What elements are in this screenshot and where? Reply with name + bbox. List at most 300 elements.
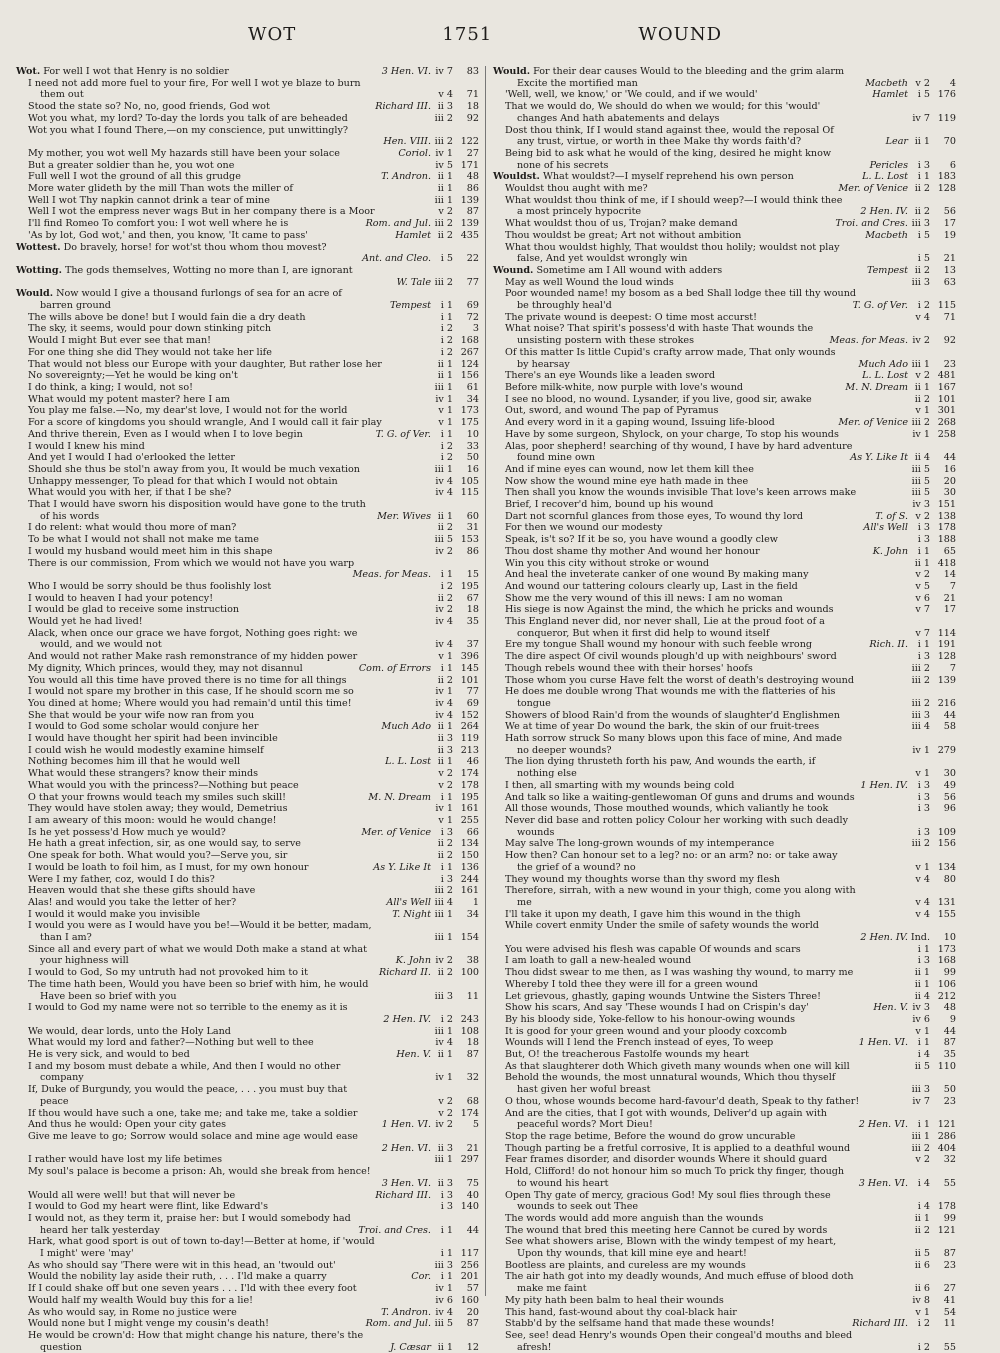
quotation-text [16, 1330, 479, 1342]
entry-line [493, 733, 956, 745]
entry-line [493, 487, 956, 499]
line-number: 14 [943, 569, 956, 581]
headword: Wouldst. [493, 171, 540, 183]
act-scene: iv 1 [435, 393, 453, 405]
act-scene: ii 6 [914, 1259, 930, 1271]
entry-line [16, 1096, 479, 1108]
entry-line [493, 452, 956, 464]
entry-line [16, 382, 479, 394]
entry-line [16, 944, 479, 956]
entry-line [493, 183, 956, 195]
quotation: By his bloody side, Yoke-fellow to his honour-owing wounds [505, 1013, 796, 1025]
line-number: 70 [943, 136, 956, 148]
quotation: Would yet he had lived! [28, 616, 143, 628]
quotation: Out, sword, and wound The pap of Pyramus [505, 405, 719, 417]
act-scene: i 3 [917, 159, 930, 171]
act-scene: iii 5 [911, 463, 930, 475]
entry-line [16, 1084, 479, 1096]
act-scene: i 3 [917, 651, 930, 663]
line-number: 20 [943, 475, 956, 487]
entry-line [493, 756, 956, 768]
entry-line [16, 441, 479, 453]
quotation: Is he yet possess'd How much ye would? [28, 826, 226, 838]
line-number: 3 [472, 323, 479, 335]
entry-line [493, 558, 956, 570]
line-number: 301 [937, 405, 956, 417]
act-scene: ii 6 [914, 1283, 930, 1295]
quotation: question [40, 1341, 82, 1353]
entry-line [16, 1131, 479, 1143]
quotation: Alas, poor shepherd! searching of thy wound, I have by hard adventure [505, 440, 853, 452]
play-reference: Mer. of Venice [838, 417, 908, 429]
entry-line [16, 113, 479, 125]
quotation: Wot you what, my lord? To-day the lords you talk of are beheaded [28, 112, 348, 124]
line-number: 71 [943, 311, 956, 323]
line-number: 23 [943, 358, 956, 370]
quotation-text [16, 499, 479, 511]
line-number: 17 [943, 604, 956, 616]
quotation-text [16, 66, 378, 78]
entry-line [16, 745, 479, 757]
quotation: Heaven would that she these gifts should have [28, 885, 256, 897]
line-number: 108 [460, 1025, 479, 1037]
act-scene: iv 7 [912, 1095, 930, 1107]
act-scene: iii 3 [911, 218, 930, 230]
entry-line [16, 522, 479, 534]
quotation: To be what I would not shall not make me tame [28, 534, 259, 546]
quotation-text [493, 581, 904, 593]
entry-line [493, 195, 956, 207]
quotation: May as well Wound the loud winds [505, 276, 674, 288]
quotation: The private wound is deepest: O time most accurst! [505, 311, 758, 323]
entry-line [16, 89, 479, 101]
entry-line [16, 955, 479, 967]
quotation-text [16, 1307, 377, 1319]
entry-line [493, 1201, 956, 1213]
entry-line [493, 113, 956, 125]
quotation-text [16, 1248, 427, 1260]
act-scene: iv 1 [435, 147, 453, 159]
quotation: Now would I give a thousand furlongs of sea for an acre of [56, 288, 342, 300]
quotation: I would it would make you invisible [28, 908, 201, 920]
quotation: My soul's palace is become a prison: Ah, would she break from hence! [28, 1166, 371, 1178]
quotation: barren ground [40, 300, 111, 312]
quotation: See what showers arise, Blown with the windy tempest of my heart, [505, 1236, 837, 1248]
entry-line [493, 1225, 956, 1237]
quotation: Thou dost shame thy mother And wound her honour [505, 545, 760, 557]
line-number: 109 [937, 826, 956, 838]
quotation-text [16, 230, 391, 242]
line-number: 10 [466, 428, 479, 440]
quotation-text [16, 967, 375, 979]
act-scene: iv 4 [435, 487, 453, 499]
quotation-text [493, 300, 849, 312]
quotation: Before milk-white, now purple with love's wound [505, 381, 744, 393]
quotation: All those wounds, Those mouthed wounds, which valiantly he took [505, 803, 829, 815]
quotation-text [493, 464, 904, 476]
line-number: 77 [466, 276, 479, 288]
entry-line [493, 920, 956, 932]
entry-line [16, 581, 479, 593]
act-scene: i 3 [440, 1189, 453, 1201]
quotation-text [16, 242, 479, 254]
act-scene: i 1 [440, 569, 453, 581]
quotation-text [16, 195, 427, 207]
quotation-text [16, 1049, 392, 1061]
entry-line [493, 382, 956, 394]
act-scene: iii 2 [911, 674, 930, 686]
entry-line [16, 370, 479, 382]
quotation: wounds [517, 826, 555, 838]
entry-line [16, 1225, 479, 1237]
line-number: 30 [943, 768, 956, 780]
entry-line [16, 300, 479, 312]
line-number: 188 [937, 534, 956, 546]
quotation-text [493, 780, 856, 792]
line-number: 156 [460, 370, 479, 382]
quotation-text [493, 1236, 956, 1248]
entry-line [16, 1318, 479, 1330]
act-scene: i 3 [917, 803, 930, 815]
entry-line [493, 1026, 956, 1038]
quotation-text [493, 113, 904, 125]
act-scene: ii 2 [437, 592, 453, 604]
act-scene: v 2 [438, 768, 453, 780]
quotation: The wills above be done! but I would fain die a dry death [28, 311, 306, 323]
quotation-text [493, 768, 904, 780]
headword: Would. [493, 66, 531, 77]
line-number: 21 [943, 592, 956, 604]
act-scene: ii 3 [437, 733, 453, 745]
act-scene: i 5 [917, 89, 930, 101]
quotation: I would I knew his mind [28, 440, 145, 452]
quotation-text [493, 452, 846, 464]
quotation-text [493, 534, 904, 546]
line-number: 258 [937, 428, 956, 440]
line-number: 92 [943, 335, 956, 347]
quotation: Would half my wealth Would buy this for a lie! [28, 1294, 254, 1306]
quotation: O thou, whose wounds become hard-favour'd death, Speak to thy father! [505, 1095, 860, 1107]
act-scene: iii 2 [911, 417, 930, 429]
act-scene: v 2 [915, 370, 930, 382]
line-number: 244 [460, 873, 479, 885]
line-number: 15 [466, 569, 479, 581]
entry-line [16, 1342, 479, 1353]
quotation-text [493, 721, 904, 733]
quotation: I would to heaven I had your potency! [28, 592, 214, 604]
line-number: 110 [937, 1060, 956, 1072]
quotation-text [493, 745, 904, 757]
act-scene: v 4 [915, 908, 930, 920]
line-number: 54 [943, 1306, 956, 1318]
line-number: 101 [937, 393, 956, 405]
line-number: 21 [466, 1142, 479, 1154]
line-number: 33 [466, 440, 479, 452]
act-scene: ii 5 [914, 1060, 930, 1072]
act-scene: i 1 [440, 1248, 453, 1260]
act-scene: iii 5 [911, 487, 930, 499]
line-number: 256 [460, 1259, 479, 1271]
quotation-text [16, 405, 427, 417]
quotation-text [493, 1049, 904, 1061]
quotation: to wound his heart [517, 1177, 609, 1189]
quotation: company [40, 1072, 84, 1084]
quotation-text [16, 218, 362, 230]
act-scene: iii 2 [434, 112, 453, 124]
entry-line [16, 1178, 479, 1190]
quotation: Do bravely, horse! for wot'st thou whom thou movest? [63, 241, 327, 253]
quotation: I do relent: what would thou more of man? [28, 522, 237, 534]
act-scene: ii 2 [914, 264, 930, 276]
quotation: You would all this time have proved there is no time for all things [28, 674, 347, 686]
entry-line [493, 780, 956, 792]
quotation-text [16, 125, 479, 137]
quotation-text [493, 874, 904, 886]
quotation-text [16, 616, 427, 628]
act-scene: ii 2 [437, 674, 453, 686]
entry-line [493, 1283, 956, 1295]
quotation-text [493, 1026, 904, 1038]
line-number: 122 [460, 136, 479, 148]
entry-line [493, 1131, 956, 1143]
quotation-text [16, 160, 427, 172]
line-number: 35 [943, 1049, 956, 1061]
act-scene: v 5 [915, 580, 930, 592]
quotation: May salve The long-grown wounds of my intemperance [505, 838, 775, 850]
quotation: Give me leave to go; Sorrow would solace and mine age would ease [28, 1130, 358, 1142]
entry-line [493, 1037, 956, 1049]
act-scene: v 4 [915, 311, 930, 323]
play-reference: Richard III. [852, 1318, 908, 1330]
entry-line [16, 616, 479, 628]
entry-line [493, 897, 956, 909]
headword: Would. [16, 288, 54, 300]
entry-line [493, 230, 956, 242]
quotation-text [493, 604, 904, 616]
quotation-text [493, 218, 831, 230]
quotation: For then we wound our modesty [505, 522, 663, 534]
play-reference: Troi. and Cres. [358, 1224, 431, 1236]
quotation: Behold the wounds, the most unnatural wounds, Which thou thyself [505, 1072, 836, 1084]
line-number: 27 [943, 1283, 956, 1295]
play-reference: Cor. [411, 1271, 431, 1283]
quotation-text [16, 1260, 427, 1272]
act-scene: i 1 [917, 639, 930, 651]
quotation-text [493, 1260, 904, 1272]
quotation: I see no blood, no wound. Lysander, if you live, good sir, awake [505, 393, 812, 405]
act-scene: iii 2 [434, 276, 453, 288]
line-number: 61 [466, 381, 479, 393]
line-number: 19 [943, 229, 956, 241]
quotation-text [493, 1213, 904, 1225]
entry-line [16, 780, 479, 792]
play-reference: Com. of Errors [358, 662, 431, 674]
act-scene: i 1 [440, 1224, 453, 1236]
quotation: Wot you what I found There,—on my conscience, put unwittingly? [28, 124, 349, 136]
act-scene: iv 2 [435, 545, 453, 557]
entry-line [493, 359, 956, 371]
act-scene: i 3 [440, 873, 453, 885]
play-reference: Ant. and Cleo. [362, 253, 431, 265]
act-scene: ii 1 [437, 358, 453, 370]
entry-line [16, 265, 479, 277]
quotation: peaceful words? Mort Dieu! [517, 1119, 653, 1131]
quotation: I would not, as they term it, praise her: but I would somebody had [28, 1212, 351, 1224]
quotation: For a score of kingdoms you should wrangle, And I would call it fair play [28, 417, 382, 429]
line-number: 16 [943, 463, 956, 475]
quotation: What wouldst thou think of me, if I should weep?—I would think thee [505, 194, 843, 206]
line-number: 22 [466, 253, 479, 265]
act-scene: v 2 [438, 206, 453, 218]
quotation: Would the nobility lay aside their ruth, . . . I'ld make a quarry [28, 1271, 327, 1283]
entry-line [16, 394, 479, 406]
act-scene: iv 4 [435, 475, 453, 487]
entry-line [493, 312, 956, 324]
quotation-text [493, 253, 904, 265]
entry-line [493, 569, 956, 581]
play-reference: Troi. and Cres. [835, 218, 908, 230]
quotation: would, and we would not [40, 639, 162, 651]
act-scene: i 4 [917, 1201, 930, 1213]
act-scene: i 4 [917, 1049, 930, 1061]
line-number: 115 [937, 300, 956, 312]
entry-line [16, 405, 479, 417]
line-number: 30 [943, 487, 956, 499]
entry-line [16, 359, 479, 371]
quotation: Of this matter Is little Cupid's crafty arrow made, That only wounds [505, 346, 836, 358]
play-reference: 3 Hen. VI. [381, 1177, 431, 1189]
entry-line [493, 639, 956, 651]
entry-line [493, 1143, 956, 1155]
quotation-text [493, 405, 904, 417]
quotation: Bootless are plaints, and cureless are my wounds [505, 1259, 746, 1271]
quotation-text [16, 604, 427, 616]
quotation: Who I would be sorry should be thus foolishly lost [28, 580, 272, 592]
line-number: 38 [466, 955, 479, 967]
play-reference: T. Andron. [381, 1306, 431, 1318]
quotation: That would not bless our Europe with your daughter, But rather lose her [28, 358, 382, 370]
entry-line [16, 710, 479, 722]
quotation-text [16, 827, 357, 839]
line-number: 69 [466, 697, 479, 709]
line-number: 44 [466, 1224, 479, 1236]
entry-line [16, 815, 479, 827]
entry-line [16, 335, 479, 347]
quotation-text [16, 1283, 427, 1295]
quotation-text [493, 1084, 904, 1096]
quotation-text [16, 1061, 479, 1073]
quotation: What would my lord and father?—Nothing but well to thee [28, 1037, 314, 1049]
line-number: 66 [466, 826, 479, 838]
line-number: 63 [943, 276, 956, 288]
quotation-text [493, 1096, 904, 1108]
play-reference: Macbeth [865, 229, 908, 241]
entry-line [16, 1283, 479, 1295]
quotation: Stop the rage betime, Before the wound do grow uncurable [505, 1130, 796, 1142]
act-scene: v 4 [915, 896, 930, 908]
quotation: Would all were well! but that will never be [28, 1189, 236, 1201]
line-number: 17 [943, 218, 956, 230]
entry-line [493, 253, 956, 265]
act-scene: v 4 [915, 873, 930, 885]
entry-line [493, 768, 956, 780]
quotation-text [493, 850, 956, 862]
play-reference: Richard III. [375, 1189, 431, 1201]
entry-line [16, 476, 479, 488]
quotation: heard her talk yesterday [40, 1224, 160, 1236]
play-reference: Tempest [389, 300, 431, 312]
quotation-text [493, 569, 904, 581]
quotation: The lion dying thrusteth forth his paw, And wounds the earth, if [505, 756, 816, 768]
line-number: 55 [943, 1341, 956, 1353]
line-number: 60 [466, 510, 479, 522]
header-right-headword: WOUND [638, 24, 722, 45]
act-scene: iv 1 [912, 428, 930, 440]
quotation-text [493, 1318, 848, 1330]
quotation-text [16, 1236, 479, 1248]
quotation: Would I might But ever see that man! [28, 335, 212, 347]
quotation: If thou would have such a one, take me; and take me, take a soldier [28, 1107, 358, 1119]
line-number: 55 [943, 1177, 956, 1189]
entry-line [16, 698, 479, 710]
quotation: What would you with the princess?—Nothing but peace [28, 779, 299, 791]
act-scene: iii 1 [434, 194, 453, 206]
act-scene: iv 4 [435, 697, 453, 709]
act-scene: iii 1 [434, 932, 453, 944]
quotation: Would none but I might venge my cousin's death! [28, 1318, 269, 1330]
line-number: 99 [943, 1212, 956, 1224]
quotation: The wound that bred this meeting here Cannot be cured by words [505, 1224, 828, 1236]
act-scene: ii 2 [914, 393, 930, 405]
entry-line [16, 1002, 479, 1014]
line-number: 264 [460, 721, 479, 733]
quotation-text [493, 125, 956, 137]
quotation-text [16, 1002, 479, 1014]
line-number: 86 [466, 545, 479, 557]
quotation: them out [40, 89, 84, 101]
quotation: They wound my thoughts worse than thy sword my flesh [505, 873, 781, 885]
quotation-text [493, 1248, 904, 1260]
quotation-text [16, 183, 427, 195]
quotation-text [493, 862, 904, 874]
entry-line [493, 862, 956, 874]
quotation: I would to God some scholar would conjure her [28, 721, 259, 733]
entry-line [493, 1307, 956, 1319]
play-reference: Pericles [869, 159, 908, 171]
quotation: I and my bosom must debate a while, And then I would no other [28, 1060, 341, 1072]
quotation-text [16, 1119, 378, 1131]
act-scene: i 2 [440, 1013, 453, 1025]
act-scene: v 1 [915, 405, 930, 417]
quotation: Being bid to ask what he would of the king, desired he might know [505, 147, 832, 159]
quotation-text [493, 686, 956, 698]
line-number: 153 [460, 534, 479, 546]
act-scene: i 3 [917, 791, 930, 803]
quotation: You play me false.—No, my dear'st love, I would not for the world [28, 405, 348, 417]
line-number: 32 [466, 1072, 479, 1084]
line-number: 6 [949, 159, 956, 171]
act-scene: iii 2 [434, 885, 453, 897]
line-number: 286 [937, 1130, 956, 1142]
line-number: 87 [466, 1049, 479, 1061]
quotation: Should she thus be stol'n away from you, It would be much vexation [28, 463, 360, 475]
entry-line [493, 1178, 956, 1190]
quotation-text [16, 675, 427, 687]
quotation: And talk so like a waiting-gentlewoman Of guns and drums and wounds [505, 791, 855, 803]
act-scene: iv 4 [435, 639, 453, 651]
act-scene: ii 3 [437, 1142, 453, 1154]
entry-line [16, 756, 479, 768]
